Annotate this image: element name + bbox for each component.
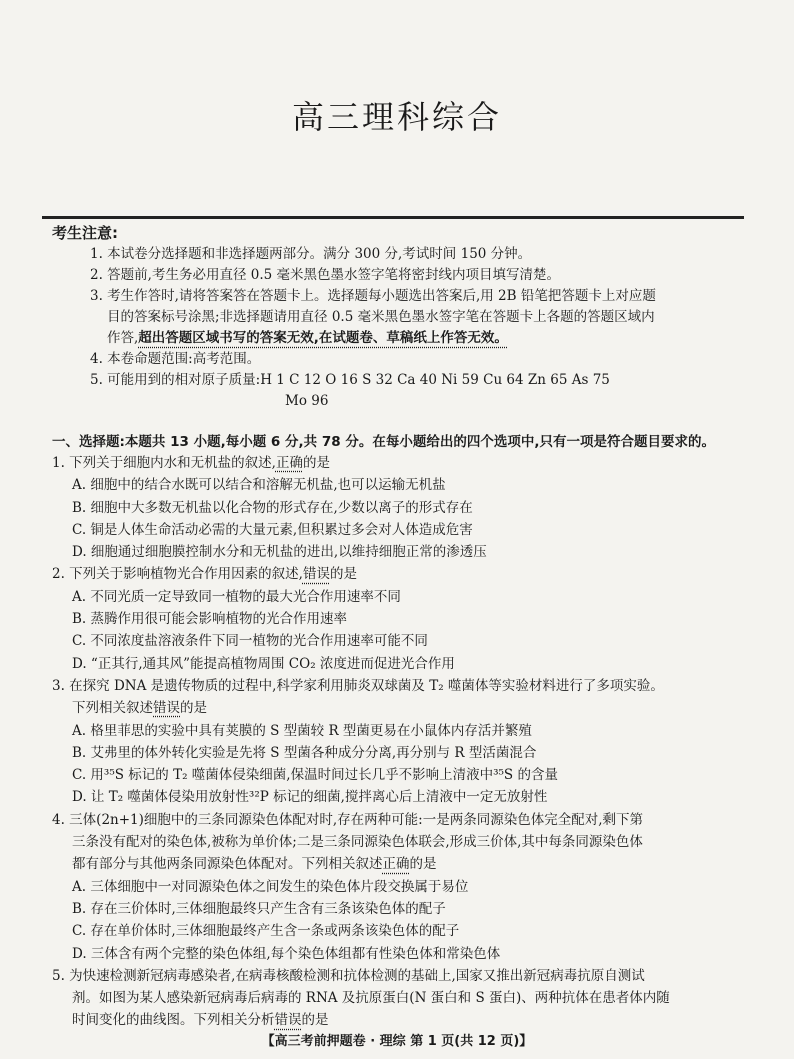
question-5-line-1: 5. 为快速检测新冠病毒感染者,在病毒核酸检测和抗体检测的基础上,国家又推出新冠病毒抗原自测试 [52,967,645,984]
q3-cont-c: 的是 [180,700,207,717]
header-divider [42,216,744,219]
notice-item-3-end-text: 作答, [107,330,139,346]
q3-cont-b: 错误 [153,700,180,717]
q1-option-c: C. 铜是人体生命活动必需的大量元素,但积累过多会对人体造成危害 [72,521,473,538]
q1-stem-c: 的是 [302,455,330,471]
q3-option-d: D. 让 T₂ 噬菌体侵染用放射性³²P 标记的细菌,搅拌离心后上清液中一定无放射性 [72,789,548,806]
q3-option-b: B. 艾弗里的体外转化实验是先将 S 型菌各种成分分离,再分别与 R 型活菌混合 [72,744,537,761]
q2-option-d: D. “正其行,通其风”能提高植物周围 CO₂ 浓度进而促进光合作用 [72,655,455,672]
page-title: 高三理科综合 [291,98,502,136]
q5-last-b: 错误 [274,1012,302,1029]
question-4-line-1: 4. 三体(2n+1)细胞中的三条同源染色体配对时,存在两种可能:一是两条同源染色体完全配对,剩下第 [52,811,644,828]
q1-option-b: B. 细胞中大多数无机盐以化合物的形式存在,少数以离子的形式存在 [72,499,473,516]
q1-stem-b: 正确 [275,455,303,471]
notice-item-4: 4. 本卷命题范围:高考范围。 [90,351,261,367]
notice-item-3-cont: 目的答案标号涂黑;非选择题请用直径 0.5 毫米黑色墨水签字笔在答题卡上各题的答题区域内 [107,309,655,325]
q2-option-c: C. 不同浓度盐溶液条件下同一植物的光合作用速率可能不同 [72,633,428,650]
notice-item-3-end [90,328,730,349]
section-heading: 一、选择题:本题共 13 小题,每小题 6 分,共 78 分。在每小题给出的四个选项中,只有一项是符合题目要求的。 [52,434,715,450]
q2-stem-a: 2. 下列关于影响植物光合作用因素的叙述, [52,566,303,583]
q4-last-c: 的是 [409,856,437,873]
q4-last-b: 正确 [382,856,410,873]
q2-option-a: A. 不同光质一定导致同一植物的最大光合作用速率不同 [72,588,401,605]
questions [52,452,752,1032]
question-3-cont [52,697,752,719]
question-2-stem [52,563,752,585]
q2-stem-b: 错误 [302,566,330,583]
page-footer: 【高三考前押题卷 · 理综 第 1 页(共 12 页)】 [261,1034,533,1049]
q5-last-a: 时间变化的曲线图。下列相关分析 [72,1012,275,1029]
notice-list [90,244,730,412]
q2-option-b: B. 蒸腾作用很可能会影响植物的光合作用速率 [72,611,348,628]
question-4-line-2: 三条没有配对的染色体,被称为单价体;二是三条同源染色体联会,形成三价体,其中每条同源染色体 [72,834,643,851]
q1-stem-a: 1. 下列关于细胞内水和无机盐的叙述, [52,455,276,471]
q5-last-c: 的是 [301,1012,329,1029]
q1-option-d: D. 细胞通过细胞膜控制水分和无机盐的进出,以维持细胞正常的渗透压 [72,544,487,561]
q3-option-c: C. 用³⁵S 标记的 T₂ 噬菌体侵染细菌,保温时间过长几乎不影响上清液中³⁵S 的含量 [72,767,558,784]
notice-item-5: 5. 可能用到的相对原子质量:H 1 C 12 O 16 S 32 Ca 40 Ni 59 Cu 64 Zn 65 As 75 [90,372,610,388]
q1-option-a: A. 细胞中的结合水既可以结合和溶解无机盐,也可以运输无机盐 [72,477,446,494]
notice-item-3: 3. 考生作答时,请将答案答在答题卡上。选择题每小题选出答案后,用 2B 铅笔把答题卡上对应题 [90,288,656,304]
notice-item-5-cont: Mo 96 [285,393,329,409]
notice-item-1: 1. 本试卷分选择题和非选择题两部分。满分 300 分,考试时间 150 分钟。 [90,246,532,262]
question-5-line-2: 剂。如图为某人感染新冠病毒后病毒的 RNA 及抗原蛋白(N 蛋白和 S 蛋白)、两种抗体在患者体内随 [72,990,670,1007]
q4-option-b: B. 存在三价体时,三体细胞最终只产生含有三条该染色体的配子 [72,900,446,917]
question-1-stem [52,452,752,474]
q4-last-a: 都有部分与其他两条同源染色体配对。下列相关叙述 [72,856,383,873]
q4-option-d: D. 三体含有两个完整的染色体组,每个染色体组都有性染色体和常染色体 [72,945,501,962]
notice-heading: 考生注意: [52,224,118,242]
q3-cont-a: 下列相关叙述 [72,700,153,717]
notice-item-2: 2. 答题前,考生务必用直径 0.5 毫米黑色墨水签字笔将密封线内项目填写清楚。 [90,267,561,283]
question-4-line-3 [52,853,752,875]
q2-stem-c: 的是 [329,566,357,583]
q4-option-a: A. 三体细胞中一对同源染色体之间发生的染色体片段交换属于易位 [72,878,469,895]
q4-option-c: C. 存在单价体时,三体细胞最终产生含一条或两条该染色体的配子 [72,923,460,940]
question-3-stem: 3. 在探究 DNA 是遗传物质的过程中,科学家利用肺炎双球菌及 T₂ 噬菌体等实验材料进行了多项实验。 [52,677,664,694]
notice-emphasis: 超出答题区域书写的答案无效,在试题卷、草稿纸上作答无效。 [138,330,508,346]
q3-option-a: A. 格里菲思的实验中具有荚膜的 S 型菌较 R 型菌更易在小鼠体内存活并繁殖 [72,722,532,739]
question-5-line-3 [52,1009,752,1031]
